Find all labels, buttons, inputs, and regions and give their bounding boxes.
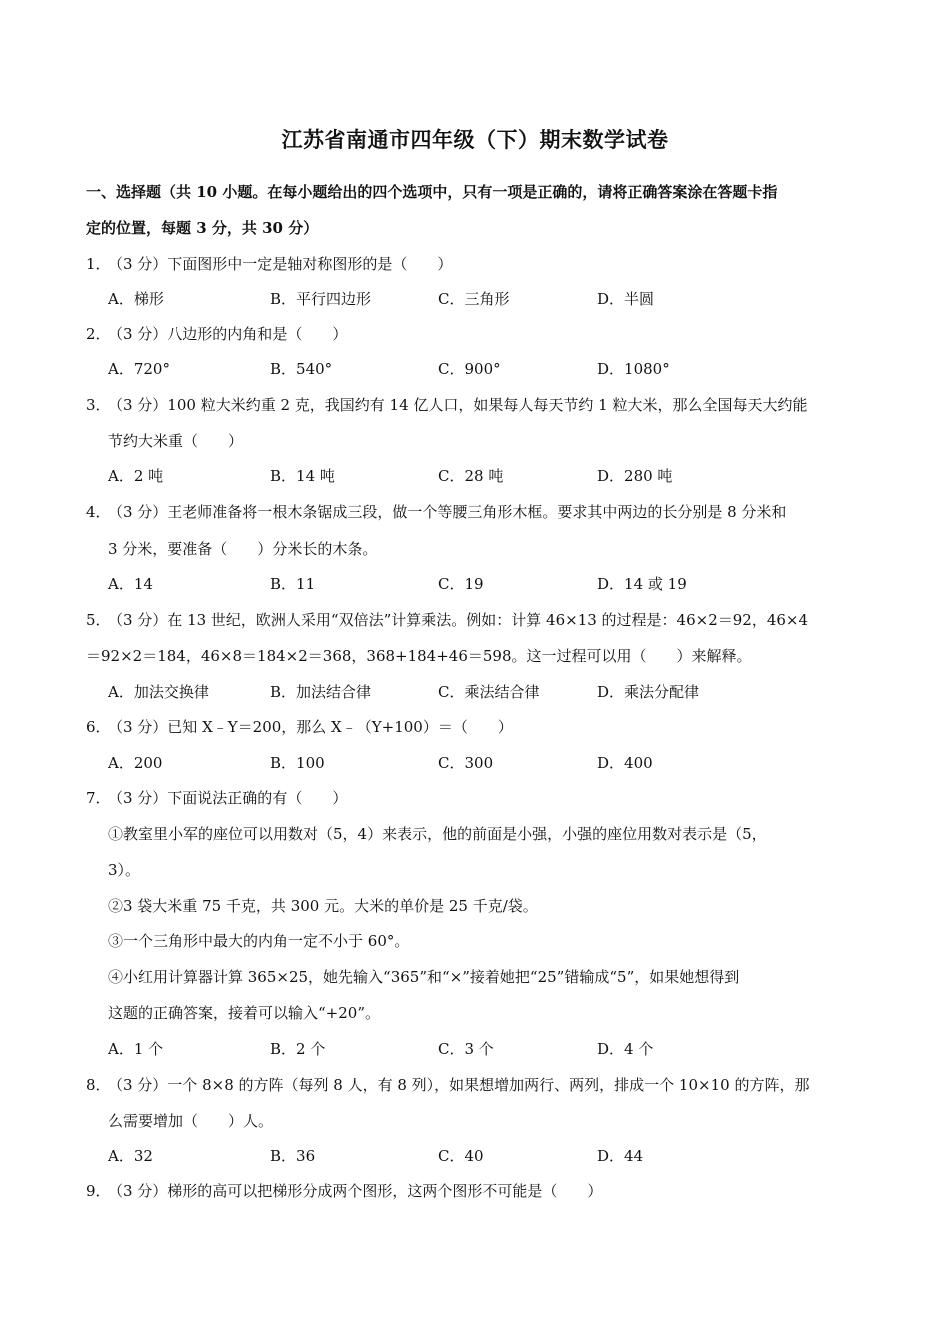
- question-number: 8．: [86, 1076, 111, 1094]
- question-text: （3 分）在 13 世纪，欧洲人采用“双倍法”计算乘法。例如：计算 46×13 的过程是：46×2＝92，46×4: [108, 611, 809, 629]
- option-d: D．280 吨: [597, 467, 673, 485]
- section-heading-line-1: 一、选择题（共 10 小题。在每小题给出的四个选项中，只有一项是正确的，请将正确答案涂在答题卡指: [86, 183, 778, 201]
- question-8-continued: 么需要增加（ ）人。: [108, 1112, 274, 1130]
- option-c: C．300: [438, 754, 494, 772]
- statement-4: ④小红用计算器计算 365×25，她先输入“365”和“×”接着她把“25”错输成“5”，如果她想得到: [108, 968, 740, 986]
- option-c: C．三角形: [438, 290, 510, 308]
- option-a: A．加法交换律: [108, 683, 209, 701]
- question-3-continued: 节约大米重（ ）: [108, 432, 244, 450]
- option-b: B．11: [270, 575, 316, 593]
- question-text: （3 分）下面图形中一定是轴对称图形的是（ ）: [108, 255, 453, 273]
- option-d: D．1080°: [597, 360, 670, 378]
- question-5-continued: ＝92×2＝184，46×8＝184×2＝368，368+184+46＝598。这一过程可以用（ ）来解释。: [86, 647, 752, 665]
- statement-3: ③一个三角形中最大的内角一定不小于 60°。: [108, 932, 410, 950]
- question-text: （3 分）梯形的高可以把梯形分成两个图形，这两个图形不可能是（ ）: [108, 1182, 603, 1200]
- option-b: B．14 吨: [270, 467, 335, 485]
- option-c: C．19: [438, 575, 484, 593]
- option-a: A．梯形: [108, 290, 164, 308]
- question-9: [86, 1181, 602, 1201]
- statement-4-continued: 这题的正确答案，接着可以输入“+20”。: [108, 1004, 380, 1022]
- option-a: A．720°: [108, 360, 170, 378]
- question-text: （3 分）一个 8×8 的方阵（每列 8 人，有 8 列），如果想增加两行、两列，排成一个 10×10 的方阵，那: [108, 1076, 810, 1094]
- question-number: 5．: [86, 611, 111, 629]
- question-number: 1．: [86, 255, 111, 273]
- option-c: C．40: [438, 1147, 484, 1165]
- question-5: [86, 610, 808, 630]
- option-b: B．100: [270, 754, 325, 772]
- question-2: [86, 324, 347, 344]
- page-title: 江苏省南通市四年级（下）期末数学试卷: [281, 127, 669, 152]
- option-d: D．44: [597, 1147, 644, 1165]
- option-a: A．200: [108, 754, 163, 772]
- question-4-continued: 3 分米，要准备（ ）分米长的木条。: [108, 540, 378, 558]
- option-a: A．14: [108, 575, 153, 593]
- option-b: B．平行四边形: [270, 290, 372, 308]
- option-d: D．4 个: [597, 1040, 654, 1058]
- question-number: 7．: [86, 789, 111, 807]
- option-d: D．乘法分配律: [597, 683, 700, 701]
- question-number: 9．: [86, 1182, 111, 1200]
- question-number: 6．: [86, 718, 111, 736]
- statement-2: ②3 袋大米重 75 千克，共 300 元。大米的单价是 25 千克/袋。: [108, 897, 538, 915]
- option-c: C．28 吨: [438, 467, 504, 485]
- question-6: [86, 717, 513, 737]
- question-number: 4．: [86, 503, 111, 521]
- option-a: A．2 吨: [108, 467, 164, 485]
- option-d: D．14 或 19: [597, 575, 687, 593]
- question-number: 2．: [86, 325, 111, 343]
- option-b: B．36: [270, 1147, 316, 1165]
- question-7: [86, 788, 347, 808]
- option-c: C．3 个: [438, 1040, 494, 1058]
- statement-1-continued: 3）。: [108, 861, 141, 879]
- statement-1: ①教室里小军的座位可以用数对（5，4）来表示，他的前面是小强，小强的座位用数对表示是（5，: [108, 825, 767, 843]
- option-c: C．900°: [438, 360, 501, 378]
- section-heading-line-2: 定的位置，每题 3 分，共 30 分）: [86, 219, 319, 237]
- option-a: A．1 个: [108, 1040, 164, 1058]
- question-text: （3 分）王老师准备将一根木条锯成三段，做一个等腰三角形木框。要求其中两边的长分别是 8 分米和: [108, 503, 787, 521]
- question-3: [86, 395, 808, 415]
- option-d: D．400: [597, 754, 653, 772]
- question-text: （3 分）已知 X﹣Y＝200，那么 X﹣（Y+100）＝（ ）: [108, 718, 513, 736]
- question-4: [86, 502, 786, 522]
- option-c: C．乘法结合律: [438, 683, 540, 701]
- option-b: B．加法结合律: [270, 683, 372, 701]
- option-b: B．540°: [270, 360, 333, 378]
- option-b: B．2 个: [270, 1040, 326, 1058]
- question-1: [86, 254, 452, 274]
- question-text: （3 分）100 粒大米约重 2 克，我国约有 14 亿人口，如果每人每天节约 1 粒大米，那么全国每天大约能: [108, 396, 808, 414]
- question-8: [86, 1075, 809, 1095]
- question-text: （3 分）八边形的内角和是（ ）: [108, 325, 348, 343]
- option-a: A．32: [108, 1147, 153, 1165]
- question-text: （3 分）下面说法正确的有（ ）: [108, 789, 348, 807]
- question-number: 3．: [86, 396, 111, 414]
- option-d: D．半圆: [597, 290, 655, 308]
